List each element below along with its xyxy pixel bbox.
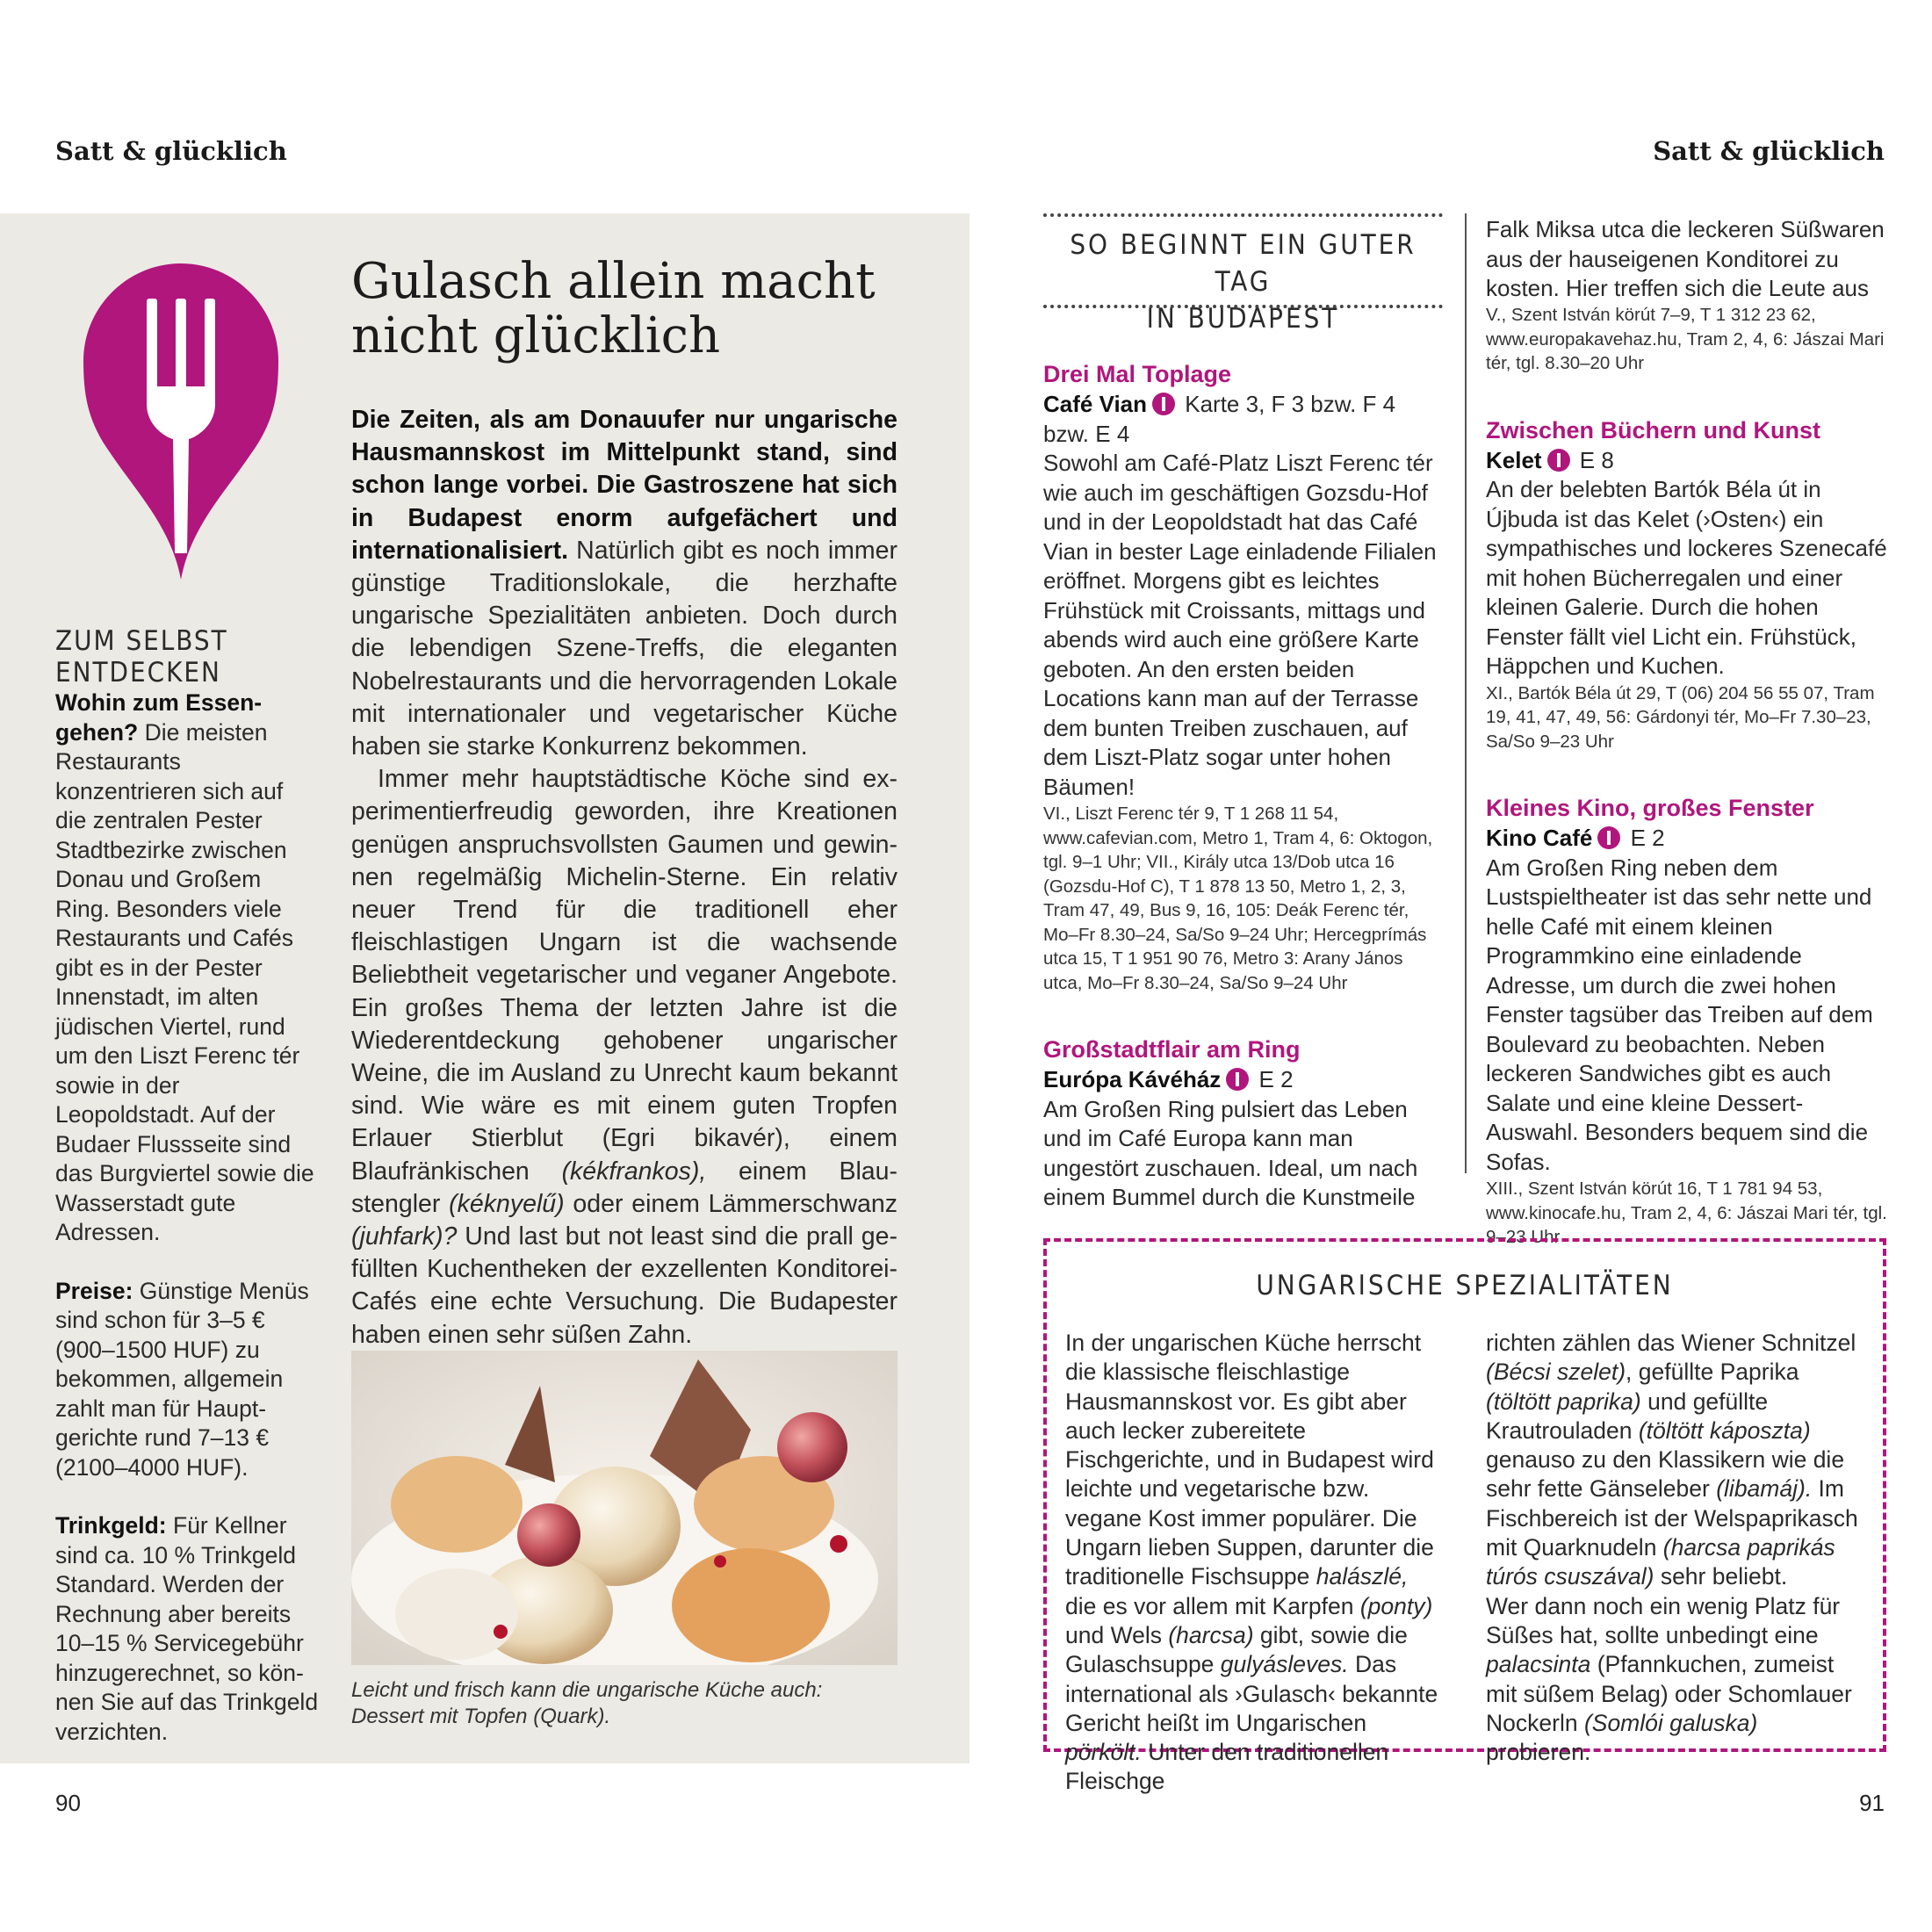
fork-pin-icon [83, 263, 278, 580]
sidebar-label: Trinkgeld: [55, 1512, 167, 1539]
sidebar-tips [55, 688, 319, 1776]
map-marker-icon [1226, 1068, 1249, 1091]
sidebar-title: ZUM SELBST ENTDECKEN [55, 625, 228, 688]
dotted-rule-bottom [1043, 305, 1443, 308]
sidebar-block-tips: Trinkgeld: Für Kellner sind ca. 10 % Trinkgeld Standard. Werden der Rechnung aber bereits 10–15 % Servicegebühr hinzugerechnet, so können Sie auf das Trinkgeld verzichten. [55, 1512, 319, 1745]
map-marker-icon [1597, 826, 1620, 849]
article-lead: Die Zeiten, als am Donauufer nur ungarische Hausmannskost im Mittelpunkt stand, sind schon lange vorbei. Die Gastroszene hat sich in Budapest enorm aufgefächert und internationalisiert. [351, 406, 898, 565]
tip-entry-europa-cont: Falk Miksa utca die leckeren Süßwaren aus der hauseigenen Konditorei zu kosten. Hier treffen sich die Leute aus V., Szent István körút 7–9, T 1 312 23 62, www.europakavehaz.hu, Tram 2, 4, 6: Jászai Mari tér, tgl. 8.30–20 Uhr [1486, 215, 1888, 376]
running-head-right: Satt & glücklich [1653, 136, 1885, 166]
article-paragraph-2: Immer mehr hauptstädtische Köche sind experimentierfreudig geworden, ihre Kreationen genügen anspruchsvollsten Gaumen und gewinnen regelmäßig Michelin-Sterne. Ein relativ neuer Trend für die traditionell eher fleischlastigen Ungarn ist die wachsende Beliebtheit vegetarischer und veganer Angebote. Ein großes Thema der letzten Jahre ist die Wiederentdeckung gehobener ungarischer Weine, die im Ausland zu Unrecht kaum bekannt sind. Wie wäre es mit einem guten Tropfen Erlauer Stierblut (Egri bikavér), einem Blaufränkischen (kékfrankos), einem Blaustengler (kéknyelű) oder einem Lämmerschwanz (juhfark)? Und last but not least sind die prall gefüllten Kuchentheken der exzellenten Konditorei-Cafés eine echte Versuchung. Die Budapester haben einen sehr süßen Zahn. [351, 765, 898, 1349]
sidebar-block-prices: Preise: Günstige Menüs sind schon für 3–5 € (900–1500 HUF) zu bekommen, allgemein zahlt man für Hauptgerichte rund 7–13 € (2100–4000 HUF). [55, 1277, 309, 1481]
tip-box-title: SO BEGINNT EIN GUTER TAG IN BUDAPEST [1070, 229, 1417, 335]
running-head-left: Satt & glücklich [55, 136, 287, 166]
dessert-photo [351, 1351, 898, 1665]
specialties-column-right: richten zählen das Wiener Schnitzel (Bécsi szelet), gefüllte Paprika (töltött paprika) und gefüllte Krautrouladen (töltött káposzta) genauso zu den Klassikern wie die sehr fette Gänseleber (libamáj). Im Fischbereich ist der Welspaprikasch mit Quarknudeln (harcsa paprikás túrós csuszával) sehr beliebt. Wer dann noch ein wenig Platz für Süßes hat, sollte unbedingt eine palacsinta (Pfannkuchen, zumeist mit süßem Belag) oder Schomlauer Nockerln (Somlói galuska) probieren. [1486, 1330, 1858, 1766]
europa-text-part1: Am Großen Ring pulsiert das Leben und im Café Europa kann man ungestört zuschauen. Ideal, um nach einem Bummel durch die Kunstmeile [1043, 1095, 1418, 1210]
map-marker-icon [1152, 393, 1175, 415]
article-headline: Gulasch allein macht nicht glücklich [351, 253, 876, 364]
photo-caption: Leicht und frisch kann die ungarische Küche auch: Dessert mit Topfen (Quark). [351, 1678, 823, 1728]
dotted-rule-top [1043, 213, 1443, 217]
column-divider [1465, 213, 1467, 1173]
page-number-left: 90 [55, 1790, 81, 1816]
tip-entry-kino: Kleines Kino, großes Fenster Kino Café E 2 Am Großen Ring neben dem Lustspieltheater ist das sehr nette und helle Café mit einem kleinen Programmkino eine einladende Adresse, um durch die zwei hohen Fenster tagsüber das Treiben auf dem Boulevard zu beobachten. Neben leckeren Sandwiches gibt es auch Salate und eine kleine Dessert-Auswahl. Besonders bequem sind die Sofas. XIII., Szent István körút 16, T 1 781 94 53, www.kinocafe.hu, Tram 2, 4, 6: Jászai Mari tér, tgl. 9–23 Uhr [1486, 795, 1887, 1247]
specialties-title: UNGARISCHE SPEZIALITÄTEN [1256, 1270, 1674, 1301]
tip-column-right [1486, 215, 1888, 1288]
tip-column-left [1043, 358, 1443, 1251]
tip-entry-kelet: Zwischen Büchern und Kunst Kelet E 8 An der belebten Bartók Béla út in Újbuda ist das Kelet (›Osten‹) ein sympathisches und lockeres Szenecafé mit hohen Bücherregalen und einer kleinen Galerie. Durch die hohen Fenster fällt viel Licht ein. Frühstück, Häppchen und Kuchen. XI., Bartók Béla út 29, T (06) 204 56 55 07, Tram 19, 41, 47, 49, 56: Gárdonyi tér, Mo–Fr 7.30–23, Sa/So 9–23 Uhr [1486, 416, 1887, 752]
map-marker-icon [1547, 449, 1570, 472]
article-body: Die Zeiten, als am Donauufer nur ungarische Hausmannskost im Mittelpunkt stand, sind schon lange vorbei. Die Gastroszene hat sich in Budapest enorm aufgefächert und internationalisiert. Natürlich gibt es noch immer günstige Traditionslokale, die herzhafte ungarische Spezialitäten anbieten. Doch durch die lebendigen Szene-Treffs, die eleganten Nobelrestaurants und die hervorragenden Lokale mit internationaler und vegetarischer Küche haben sie starke Konkurrenz bekommen. Immer mehr hauptstädtische Köche sind experimentierfreudig geworden, ihre Kreationen genügen anspruchsvollsten Gaumen und gewinnen regelmäßig Michelin-Sterne. Ein relativ neuer Trend für die traditionell eher fleischlastigen Ungarn ist die wachsende Beliebtheit vegetarischer und veganer Angebote. Ein großes Thema der letzten Jahre ist die Wiederentdeckung gehobener ungarischer Weine, die im Ausland zu Unrecht kaum bekannt sind. Wie wäre es mit einem guten Tropfen Erlauer Stierblut (Egri bikavér), einem Blaufränkischen (kékfrankos), einem Blaustengler (kéknyelű) oder einem Lämmerschwanz (juhfark)? Und last but not least sind die prall gefüllten Kuchentheken der exzellenten Konditorei-Cafés eine echte Versuchung. Die Budapester haben einen sehr süßen Zahn. [351, 404, 898, 1352]
europa-text-part2: Falk Miksa utca die leckeren Süßwaren aus der hauseigenen Konditorei zu kosten. Hier treffen sich die Leute aus [1486, 216, 1885, 301]
tip-entry-cafe-vian: Drei Mal Toplage Café Vian Karte 3, F 3 bzw. F 4 bzw. E 4 Sowohl am Café-Platz Liszt Ferenc tér wie auch im geschäftigen Gozsdu-Hof und in der Leopoldstadt hat das Café Vian in bester Lage einladende Filialen eröffnet. Morgens gibt es leichtes Frühstück mit Croissants, mittags und abends wird auch eine größere Karte geboten. An den ersten beiden Locations kann man auf der Terrasse dem bunten Treiben zuschauen, auf dem Liszt-Platz sogar unter hohen Bäumen! VI., Liszt Ferenc tér 9, T 1 268 11 54, www.cafevian.com, Metro 1, Tram 4, 6: Oktogon, tgl. 9–1 Uhr; VII., Király utca 13/Dob utca 16 (Gozsdu-Hof C), T 1 878 13 50, Metro 1, 2, 3, Tram 47, 49, Bus 9, 16, 105: Deák Ferenc tér, Mo–Fr 8.30–24, Sa/So 9–24 Uhr; Hercegprímás utca 15, T 1 951 90 76, Metro 3: Arany János utca, Mo–Fr 8.30–24, Sa/So 9–24 Uhr [1043, 361, 1437, 993]
page-number-right: 91 [1859, 1790, 1885, 1816]
sidebar-label: Preise: [55, 1277, 133, 1304]
specialties-column-left: In der ungarischen Küche herrscht die klassische fleischlastige Hausmannskost vor. Es gibt aber auch lecker zubereitete Fischgerichte, und in Budapest wird leichte und vegetarische bzw. vegane Kost immer populärer. Die Ungarn lieben Suppen, darunter die traditionelle Fischsuppe halászlé, die es vor allem mit Karpfen (ponty) und Wels (harcsa) gibt, sowie die Gulaschsuppe gulyásleves. Das international als ›Gulasch‹ bekannte Gericht heißt im Ungarischen pörkölt. Unter den traditionellen Fleischge [1065, 1330, 1438, 1795]
sidebar-label: Wohin zum Essengehen? [55, 689, 263, 746]
tip-entry-europa: Großstadtflair am Ring Európa Kávéház E 2 Am Großen Ring pulsiert das Leben und im Café Europa kann man ungestört zuschauen. Ideal, um nach einem Bummel durch die Kunstmeile [1043, 1034, 1443, 1213]
sidebar-block-where: Wohin zum Essengehen? Die meisten Restaurants konzentrieren sich auf die zentralen Pester Stadtbezirke zwischen Donau und Großem Ring. Besonders viele Restaurants und Cafés gibt es in der Pester Innenstadt, im alten jüdischen Viertel, rund um den Liszt Ferenc tér sowie in der Leopoldstadt. Auf der Budaer Flussseite sind das Burgviertel sowie die Wasserstadt gute Adressen. [55, 689, 314, 1245]
